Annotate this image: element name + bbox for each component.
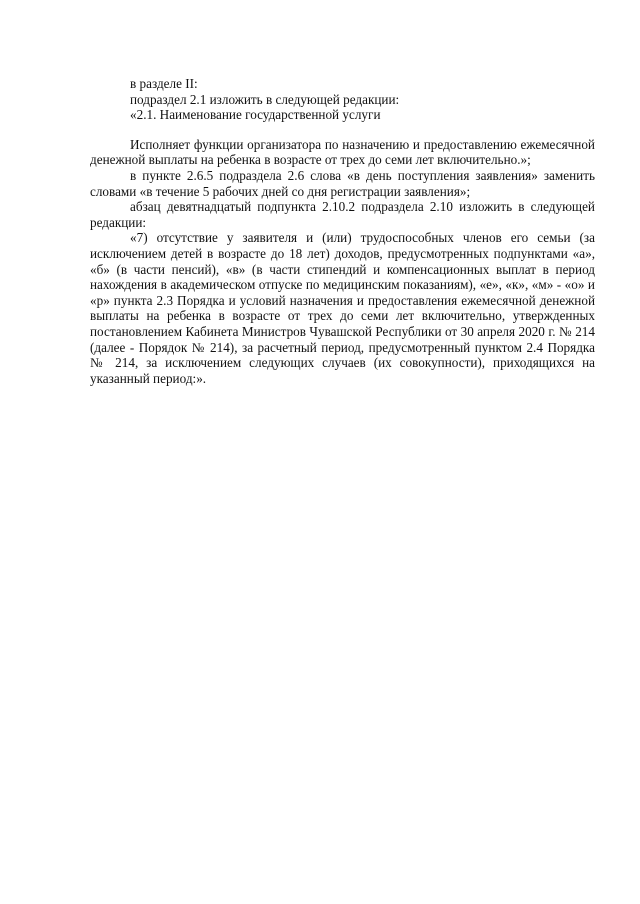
paragraph-service-name: «2.1. Наименование государственной услуги xyxy=(130,107,381,123)
paragraph-spacer xyxy=(90,123,595,137)
paragraph-item-7-income: «7) отсутствие у заявителя и (или) трудоспособных членов его семьи (за исключением детей в возрасте до 18 лет) доходов, предусмотренных подпунктами «а», «б» (в части пенсий), «в» (в части стипендий и компенсационных выплат в период нахождения в академическом отпуске по медицинским показаниям), «е», «к», «м» - «о» и «р» пункта 2.3 Порядка и условий назначения и предоставления ежемесячной денежной выплаты на ребенка в возрасте от трех до семи лет включительно, утвержденных постановлением Кабинета Министров Чувашской Республики от 30 апреля 2020 г. № 214 (далее - Порядок № 214), за расчетный период, предусмотренный пунктом 2.4 Порядка № 214, за исключением следующих случаев (их совокупности), приходящихся на указанный период:». xyxy=(90,230,595,386)
paragraph-item-2-10-2: абзац девятнадцатый подпункта 2.10.2 подраздела 2.10 изложить в следующей редакции: xyxy=(90,199,595,230)
paragraph-organizer-functions: Исполняет функции организатора по назначению и предоставлению ежемесячной денежной выплаты на ребенка в возрасте от трех до семи лет включительно.»; xyxy=(90,136,595,168)
paragraph-subsection-2-1: подраздел 2.1 изложить в следующей редакции: xyxy=(130,91,400,107)
paragraph-item-2-6-5: в пункте 2.6.5 подраздела 2.6 слова «в день поступления заявления» заменить словами «в течение 5 рабочих дней со дня регистрации заявления»; xyxy=(90,167,595,199)
paragraph-section-ii: в разделе II: xyxy=(130,76,198,91)
